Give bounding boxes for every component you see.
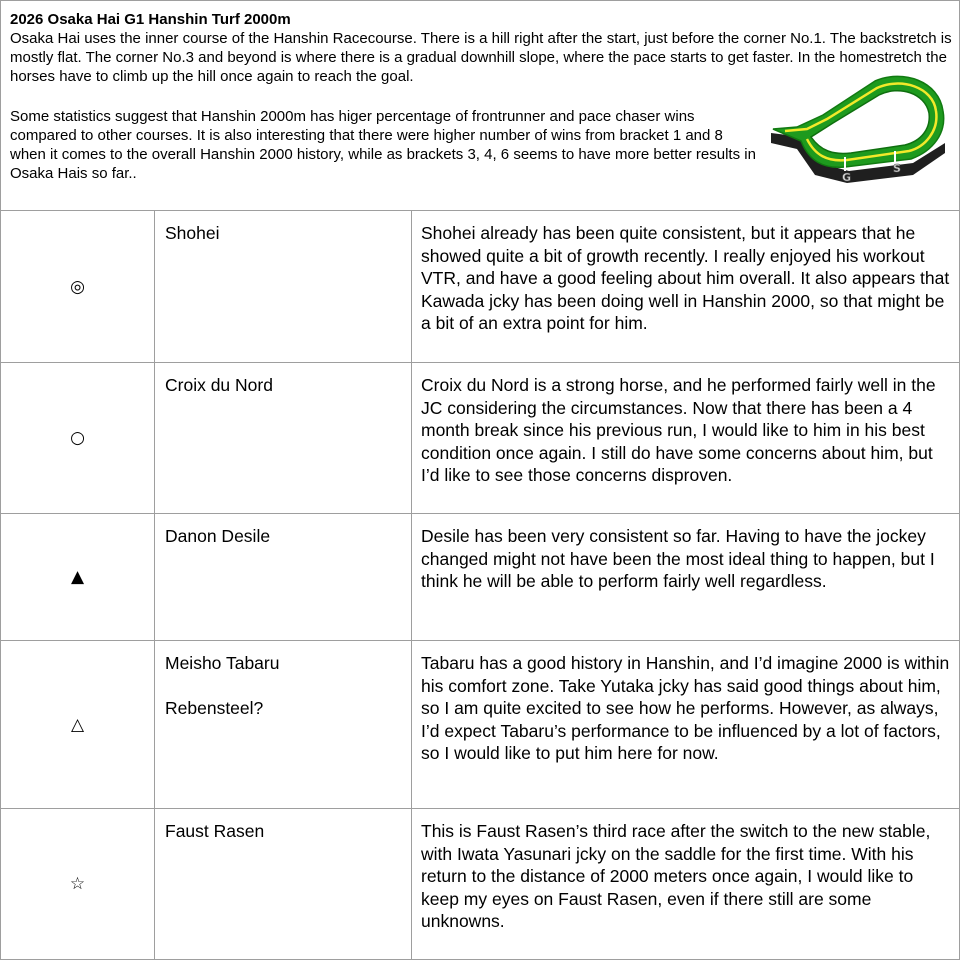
course-description: Osaka Hai uses the inner course of the Hanshin Racecourse. There is a hill right after the start, just before the corner No.1. The backstretch is mostly flat. The corner No.3 and beyond is where there is a gradual downhill slope, where the pace starts to get faster. In the homestretch the horses have to climb up the hill once again to reach the goal. [10,30,952,85]
pick-comment: Desile has been very consistent so far. Having to have the jockey changed might not have been the most ideal thing to happen, but I think he will be able to perform fairly well regardless. [421,526,935,591]
pick-row-renka [1,641,959,809]
horse-name: Shohei [165,223,220,243]
goal-label: G [842,171,852,184]
hanshin-course-map-icon [763,71,949,186]
pick-comment: Tabaru has a good history in Hanshin, and I’d imagine 2000 is within his comfort zone. Take Yutaka jcky has said good things about him, so I am quite excited to see how he performs. However, as always, I’d expect Tabaru’s performance to be influenced by a lot of factors, so I would like to put him here for now. [421,653,950,763]
pick-mark-double-circle: ◎ [1,211,155,362]
pick-horse-cell [155,514,412,640]
start-label: S [893,162,901,175]
horse-name: Danon Desile [165,526,271,546]
pick-mark-star: ☆ [1,809,155,959]
pick-comment: This is Faust Rasen’s third race after the switch to the new stable, with Iwata Yasunari jcky on the saddle for the first time. With his return to the distance of 2000 meters once again, I would like to keep my eyes on Faust Rasen, even if there still are some unknowns. [421,821,931,931]
pick-comment: Shohei already has been quite consistent, but it appears that he showed quite a bit of growth recently. I really enjoyed his workout VTR, and have a good feeling about him overall. It also appears that Kawada jcky has been doing well in Hanshin 2000, so that might be a bit of an extra point for him. [421,223,950,333]
pick-row-honmei [1,211,959,363]
course-statistics: Some statistics suggest that Hanshin 2000m has higer percentage of frontrunner and pace chaser wins compared to other courses. It is also interesting that there were higher number of wins from bracket 1 and 8 when it comes to the overall Hanshin 2000 history, while as brackets 3, 4, 6 seems to have more better results in Osaka Hais so far.. [10,108,756,182]
horse-name: Rebensteel? [165,698,264,718]
pick-comment: Croix du Nord is a strong horse, and he performed fairly well in the JC considering the circumstances. Now that there has been a 4 month break since his previous run, I would like to him in his best condition once again. I still do have some concerns about him, but I’d like to see those concerns disproven. [421,375,936,485]
page-title: 2026 Osaka Hai G1 Hanshin Turf 2000m [10,11,291,28]
pick-mark-filled-triangle: ▲ [1,514,155,640]
picks-table [1,211,959,960]
horse-name: Meisho Tabaru [165,653,280,673]
pick-mark-circle: ○ [1,363,155,513]
pick-horse-cell [155,809,412,959]
horse-name: Faust Rasen [165,821,265,841]
pick-row-hoshi [1,809,959,960]
pick-row-taikou [1,363,959,514]
pick-row-tanana [1,514,959,641]
pick-horse-cell [155,363,412,513]
pick-horse-cell [155,641,412,808]
pick-horse-cell [155,211,412,362]
pick-mark-open-triangle: △ [1,641,155,808]
course-header [1,1,959,211]
horse-name: Croix du Nord [165,375,273,395]
